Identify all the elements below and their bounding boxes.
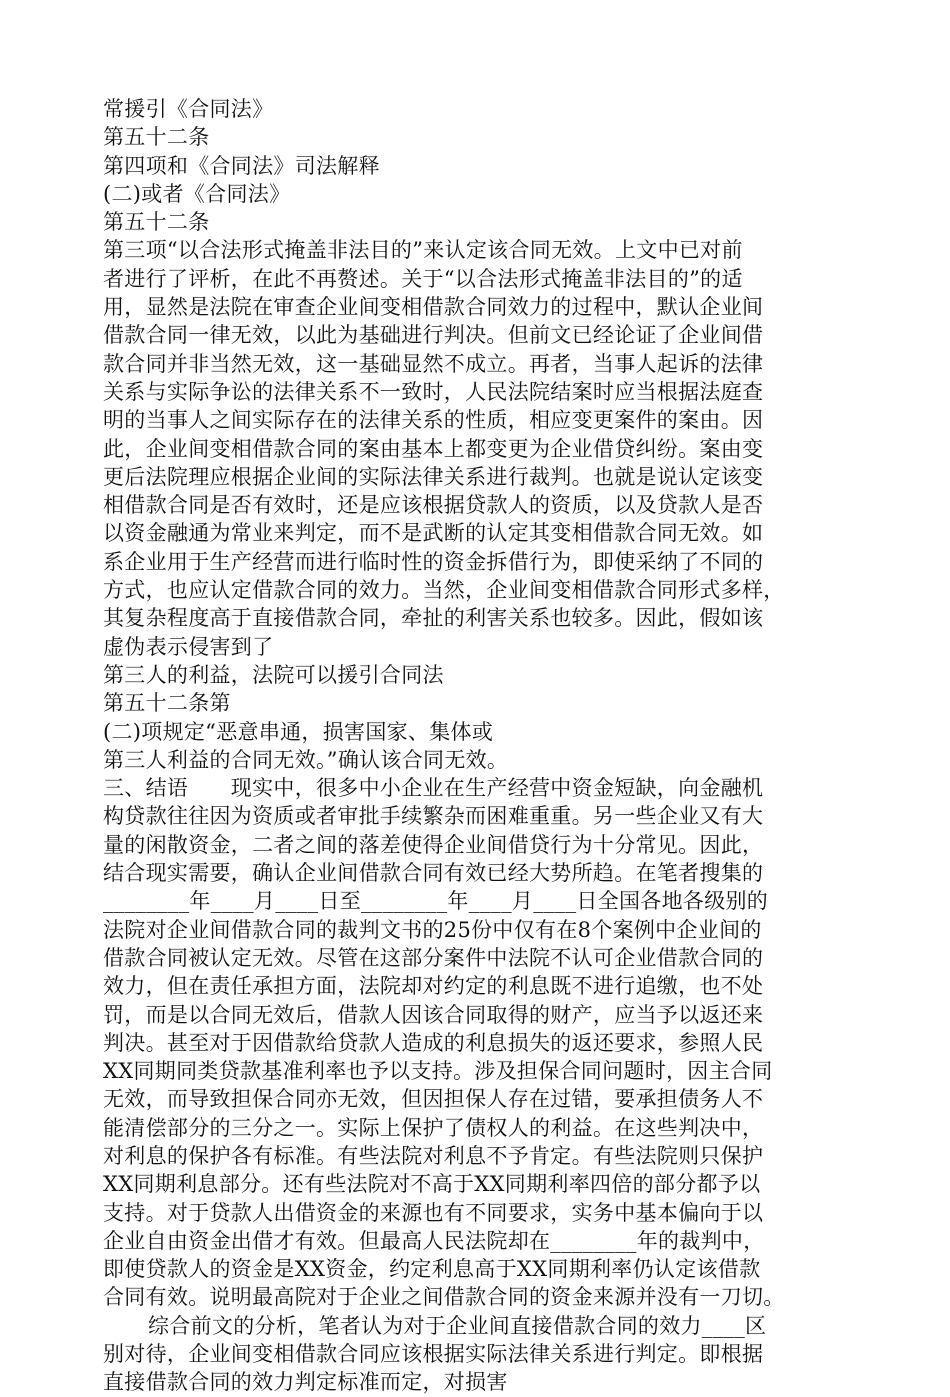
text-line: XX同期同类贷款基准利率也予以支持。涉及担保合同问题时，因主合同 [103,1059,773,1084]
text-line: 能清偿部分的三分之一。实际上保护了债权人的利益。在这些判决中， [103,1115,764,1140]
text-line: 企业自由资金出借才有效。但最高人民法院却在________年的裁判中， [103,1228,765,1253]
text-line: 第五十二条 [103,210,210,235]
text-line: ________年____月____日至________年____月____日全国各地各级别的 [103,889,769,914]
text-line: 用，显然是法院在审查企业间变相借款合同效力的过程中，默认企业间 [103,295,764,320]
section-heading-line: 三、结语 现实中，很多中小企业在生产经营中资金短缺，向金融机 [103,776,764,801]
text-line: 第五十二条第 [103,691,231,716]
text-line: 更后法院理应根据企业间的实际法律关系进行裁判。也就是说认定该变 [103,464,764,489]
paragraph-first-line: 综合前文的分析，笔者认为对于企业间直接借款合同的效力____区 [148,1313,767,1338]
text-line: 量的闲散资金，二者之间的落差使得企业间借贷行为十分常见。因此， [103,832,764,857]
text-line: 相借款合同是否有效时，还是应该根据贷款人的资质，以及贷款人是否 [103,493,764,518]
text-line: 者进行了评析，在此不再赘述。关于“以合法形式掩盖非法目的”的适 [103,266,743,291]
text-line: 第四项和《合同法》司法解释 [103,153,380,178]
text-line: 效力，但在责任承担方面，法院却对约定的利息既不进行追缴，也不处 [103,974,764,999]
text-line: 常援引《合同法》 [103,97,274,121]
text-line: 方式，也应认定借款合同的效力。当然，企业间变相借款合同形式多样， [103,578,785,603]
text-line: 直接借款合同的效力判定标准而定，对损害 [103,1370,508,1395]
text-line: 虚伪表示侵害到了 [103,634,274,659]
text-line: 合同有效。说明最高院对于企业之间借款合同的资金来源并没有一刀切。 [103,1285,785,1310]
text-line: 第五十二条 [103,125,210,150]
text-line: XX同期利息部分。还有些法院对不高于XX同期利率四倍的部分都予以 [103,1172,761,1197]
text-line: 第三人的利益，法院可以援引合同法 [103,662,444,687]
text-line: 关系与实际争讼的法律关系不一致时，人民法院结案时应当根据法庭查 [103,379,764,404]
text-line: 构贷款往往因为资质或者审批手续繁杂而困难重重。另一些企业又有大 [103,804,764,829]
text-line: 即使贷款人的资金是XX资金，约定利息高于XX同期利率仍认定该借款 [103,1257,761,1282]
text-line: 别对待，企业间变相借款合同应该根据实际法律关系进行判定。即根据 [103,1342,764,1367]
text-line: (二)或者《合同法》 [103,181,291,206]
text-line: 借款合同被认定无效。尽管在这部分案件中法院不认可企业借款合同的 [103,945,764,970]
text-line: 对利息的保护各有标准。有些法院对利息不予肯定。有些法院则只保护 [103,1143,764,1168]
text-line: 明的当事人之间实际存在的法律关系的性质，相应变更案件的案由。因 [103,408,764,433]
text-line: 借款合同一律无效，以此为基础进行判决。但前文已经论证了企业间借 [103,323,764,348]
text-line: 法院对企业间借款合同的裁判文书的25份中仅有在8个案例中企业间的 [103,917,762,942]
text-line: 此，企业间变相借款合同的案由基本上都变更为企业借贷纠纷。案由变 [103,436,764,461]
text-line: 第三项“以合法形式掩盖非法目的”来认定该合同无效。上文中已对前 [103,238,743,263]
text-line: 判决。甚至对于因借款给贷款人造成的利息损失的返还要求，参照人民 [103,1030,764,1055]
text-line: 无效，而导致担保合同亦无效，但因担保人存在过错，要承担债务人不 [103,1087,764,1112]
text-line: (二)项规定“恶意串通，损害国家、集体或 [103,719,494,744]
text-line: 以资金融通为常业来判定，而不是武断的认定其变相借款合同无效。如 [103,521,764,546]
document-body [103,95,863,1397]
text-line: 支持。对于贷款人出借资金的来源也有不同要求，实务中基本偏向于以 [103,1200,764,1225]
text-line: 其复杂程度高于直接借款合同，牵扯的利害关系也较多。因此，假如该 [103,606,764,631]
text-line: 第三人利益的合同无效。”确认该合同无效。 [103,747,509,772]
text-line: 结合现实需要，确认企业间借款合同有效已经大势所趋。在笔者搜集的 [103,861,764,886]
text-line: 款合同并非当然无效，这一基础显然不成立。再者，当事人起诉的法律 [103,351,764,376]
text-line: 系企业用于生产经营而进行临时性的资金拆借行为，即使采纳了不同的 [103,549,764,574]
text-line: 罚，而是以合同无效后，借款人因该合同取得的财产，应当予以返还来 [103,1002,764,1027]
